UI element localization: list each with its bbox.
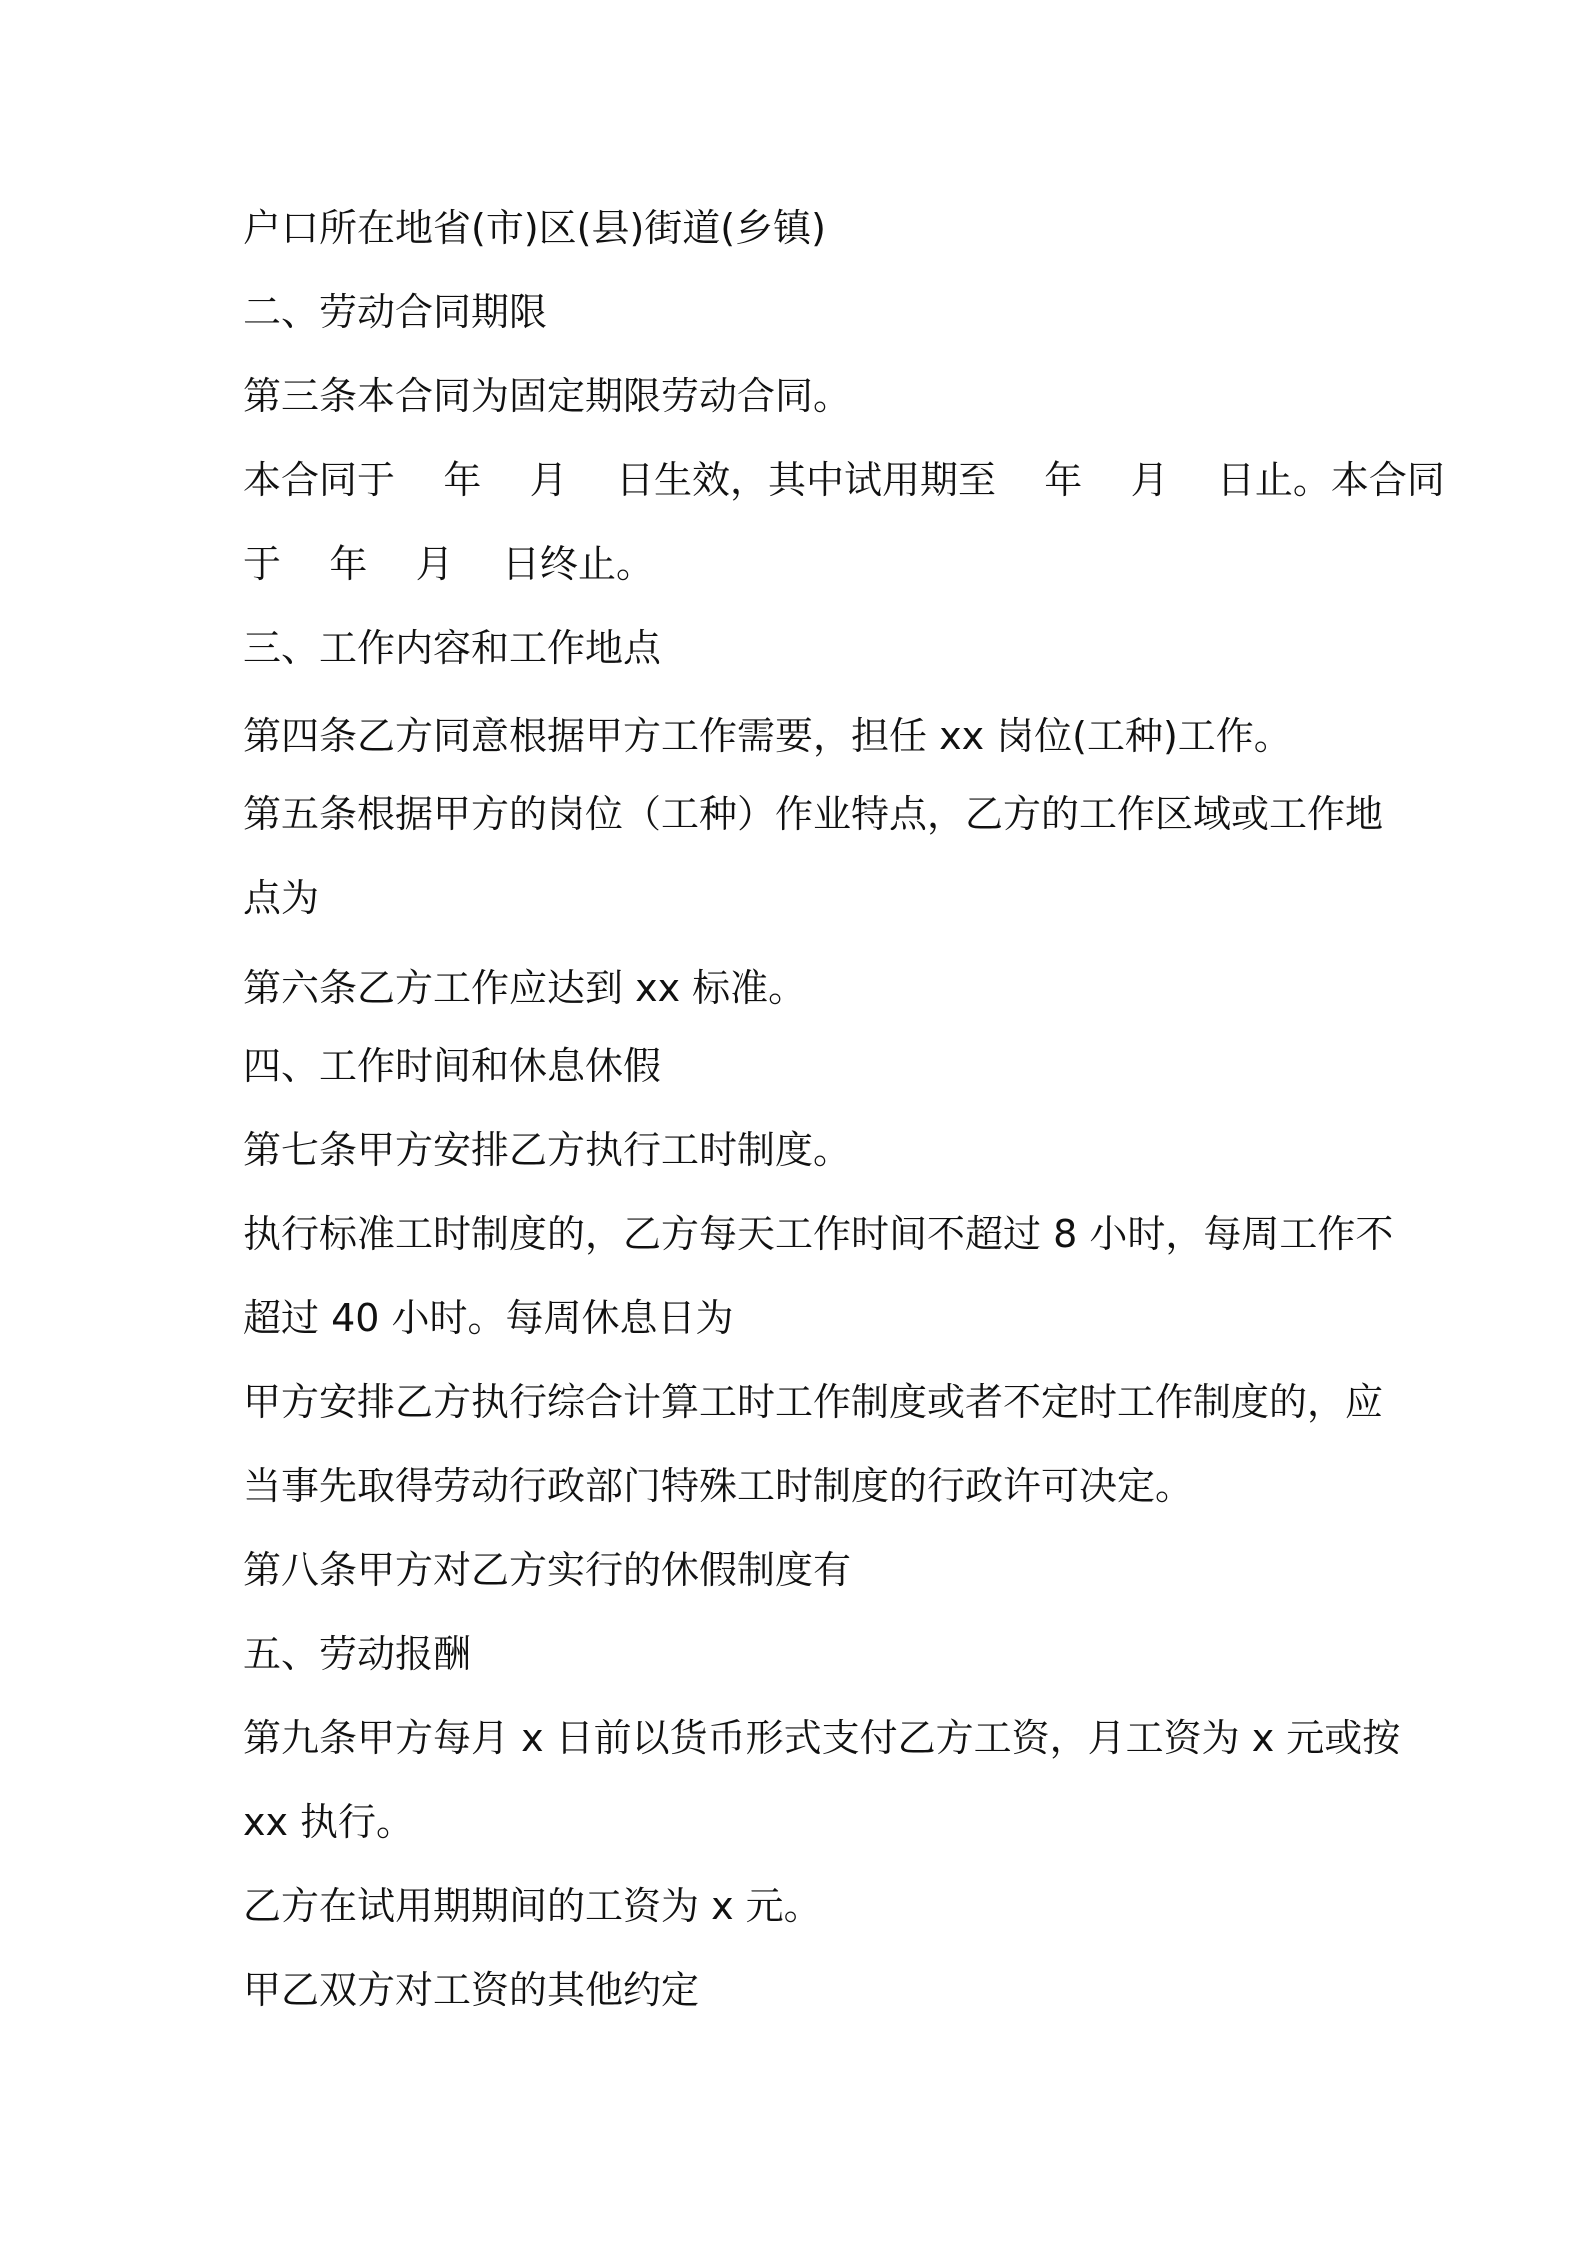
section-heading: 四、工作时间和休息休假: [243, 1044, 662, 1088]
text-line: xx 执行。: [243, 1800, 415, 1844]
text-line: 点为: [243, 876, 320, 920]
text-line: 户口所在地省(市)区(县)街道(乡镇): [243, 206, 826, 250]
text-line: 甲乙双方对工资的其他约定: [243, 1968, 700, 2012]
text-line: 超过 40 小时。每周休息日为: [243, 1296, 734, 1340]
text-line: 第七条甲方安排乙方执行工时制度。: [243, 1128, 852, 1172]
section-heading: 二、劳动合同期限: [243, 290, 548, 334]
text-line: 当事先取得劳动行政部门特殊工时制度的行政许可决定。: [243, 1464, 1194, 1508]
section-heading: 五、劳动报酬: [243, 1632, 472, 1676]
text-line: 第四条乙方同意根据甲方工作需要，担任 xx 岗位(工种)工作。: [243, 714, 1292, 758]
text-line: 于 年 月 日终止。: [243, 542, 654, 586]
text-line: 第五条根据甲方的岗位（工种）作业特点，乙方的工作区域或工作地: [243, 792, 1384, 836]
text-line: 甲方安排乙方执行综合计算工时工作制度或者不定时工作制度的，应: [243, 1380, 1384, 1424]
text-line: 第九条甲方每月 x 日前以货币形式支付乙方工资，月工资为 x 元或按: [243, 1716, 1401, 1760]
text-line: 第八条甲方对乙方实行的休假制度有: [243, 1548, 852, 1592]
section-heading: 三、工作内容和工作地点: [243, 626, 662, 670]
text-line: 乙方在试用期期间的工资为 x 元。: [243, 1884, 822, 1928]
text-line: 本合同于 年 月 日生效，其中试用期至 年 月 日止。本合同: [243, 458, 1445, 502]
text-line: 第三条本合同为固定期限劳动合同。: [243, 374, 852, 418]
text-line: 第六条乙方工作应达到 xx 标准。: [243, 966, 807, 1010]
text-line: 执行标准工时制度的，乙方每天工作时间不超过 8 小时，每周工作不: [243, 1212, 1394, 1256]
